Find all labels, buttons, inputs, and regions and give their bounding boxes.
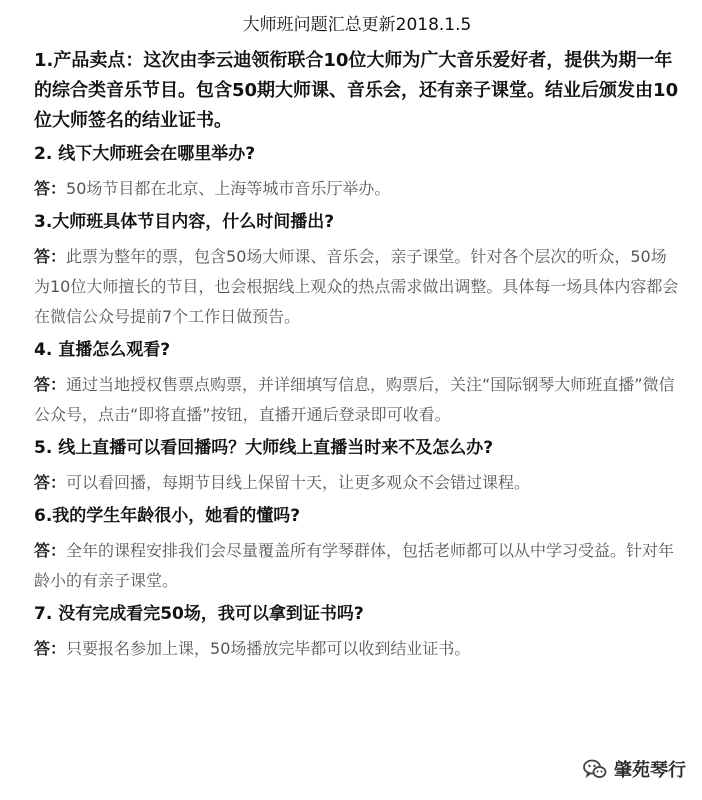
document-title: 大师班问题汇总更新2018.1.5 — [242, 15, 472, 35]
question: 5. 线上直播可以看回播吗？大师线上直播当时来不及怎么办? — [34, 438, 494, 458]
question: 2. 线下大师班会在哪里举办? — [34, 144, 256, 164]
answer-text: 全年的课程安排我们会尽量覆盖所有学琴群体，包括老师都可以从中学习受益。针对年龄小的有亲子课堂。 — [34, 541, 675, 590]
answer-label: 答： — [34, 541, 67, 560]
answer-label: 答： — [34, 247, 67, 266]
watermark — [582, 756, 686, 782]
wechat-icon — [582, 756, 608, 782]
qa-item — [34, 436, 682, 498]
product-selling-point: 1.产品卖点：这次由李云迪领衔联合10位大师为广大音乐爱好者，提供为期一年的综合类音乐节目。包含50期大师课、音乐会，还有亲子课堂。结业后颁发由10位大师签名的结业证书。 — [34, 50, 679, 131]
question: 6.我的学生年龄很小，她看的懂吗? — [34, 506, 301, 526]
qa-item — [34, 210, 682, 332]
answer — [34, 370, 682, 430]
answer-label: 答： — [34, 639, 67, 658]
answer — [34, 536, 682, 596]
watermark-text: 肇苑琴行 — [614, 760, 686, 781]
qa-item — [34, 142, 682, 204]
qa-item — [34, 602, 682, 664]
question: 3.大师班具体节目内容，什么时间播出? — [34, 212, 335, 232]
answer-label: 答： — [34, 473, 67, 492]
answer — [34, 174, 682, 204]
answer-label: 答： — [34, 179, 67, 198]
answer-text: 可以看回播，每期节目线上保留十天，让更多观众不会错过课程。 — [66, 473, 531, 492]
answer-label: 答： — [34, 375, 67, 394]
answer — [34, 242, 682, 332]
answer-text: 只要报名参加上课，50场播放完毕都可以收到结业证书。 — [66, 639, 471, 658]
answer-text: 通过当地授权售票点购票，并详细填写信息，购票后，关注“国际钢琴大师班直播”微信公众号，点击“即将直播”按钮，直播开通后登录即可收看。 — [34, 375, 675, 424]
question: 7. 没有完成看完50场，我可以拿到证书吗? — [34, 604, 364, 624]
qa-item — [34, 338, 682, 430]
qa-item — [34, 504, 682, 596]
answer-text: 50场节目都在北京、上海等城市音乐厅举办。 — [66, 179, 391, 198]
answer-text: 此票为整年的票，包含50场大师课、音乐会，亲子课堂。针对各个层次的听众，50场为10位大师擅长的节目，也会根据线上观众的热点需求做出调整。具体每一场具体内容都会在微信公众号提前7个工作日做预告。 — [34, 247, 679, 326]
answer — [34, 468, 682, 498]
question: 4. 直播怎么观看? — [34, 340, 171, 360]
answer — [34, 634, 682, 664]
